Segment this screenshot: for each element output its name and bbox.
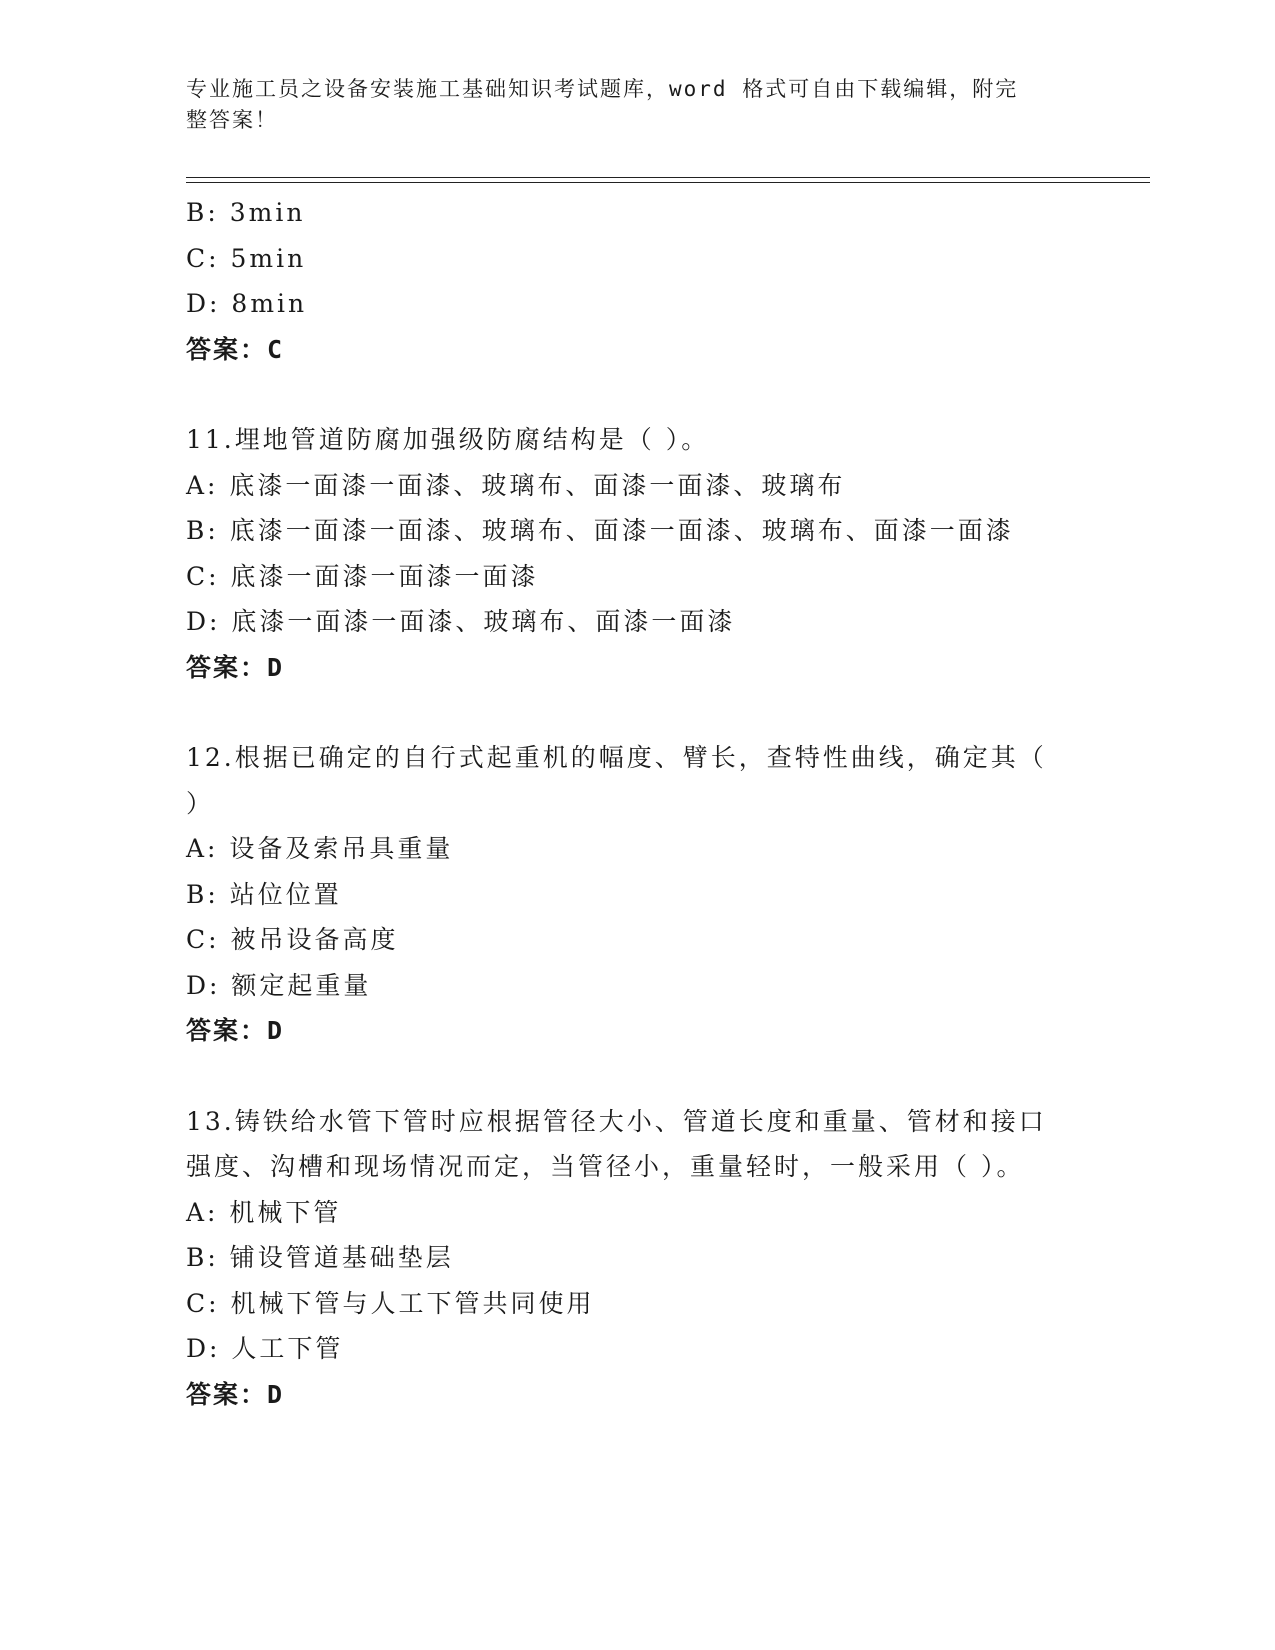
q13-answer: 答案：D [186,1379,285,1409]
q10-answer: 答案：C [186,334,285,364]
q11-answer: 答案：D [186,652,285,682]
q13-option-c: C: 机械下管与人工下管共同使用 [186,1288,595,1318]
spacer [186,690,1086,735]
q12-option-b: B: 站位位置 [186,879,342,909]
q13-title-line-1: 13.铸铁给水管下管时应根据管径大小、管道长度和重量、管材和接口 [186,1106,1047,1136]
q11-option-b: B: 底漆一面漆一面漆、玻璃布、面漆一面漆、玻璃布、面漆一面漆 [186,516,1014,545]
q12-option-c: C: 被吊设备高度 [186,925,399,954]
q12-option-a: A: 设备及索吊具重量 [186,834,454,863]
spacer [186,1054,1086,1099]
q12-answer: 答案：D [186,1016,285,1045]
q12-title-line-1: 12.根据已确定的自行式起重机的幅度、臂长，查特性曲线，确定其（ [186,743,1047,772]
q11-option-d: D: 底漆一面漆一面漆、玻璃布、面漆一面漆 [186,607,736,636]
q12-title-line-2: ） [186,788,215,818]
q13-option-d: D: 人工下管 [186,1334,344,1363]
header-title-line-2: 整答案！ [186,108,278,132]
q11-title: 11.埋地管道防腐加强级防腐结构是（ ）。 [186,425,710,454]
page-header [186,74,1066,136]
question-13 [186,1099,1086,1418]
header-divider [186,177,1150,183]
q10-option-b: B: 3min [186,198,306,227]
question-11 [186,417,1086,690]
q11-option-c: C: 底漆一面漆一面漆一面漆 [186,561,539,591]
q11-option-a: A: 底漆一面漆一面漆、玻璃布、面漆一面漆、玻璃布 [186,470,846,500]
q13-title-line-2: 强度、沟槽和现场情况而定，当管径小，重量轻时，一般采用（ ）。 [186,1152,1025,1181]
q10-option-d: D: 8min [186,289,308,318]
q13-option-a: A: 机械下管 [186,1197,342,1227]
q13-option-b: B: 铺设管道基础垫层 [186,1243,454,1272]
q12-option-d: D: 额定起重量 [186,970,372,1000]
question-10-tail [186,190,1086,372]
header-title-line-1: 专业施工员之设备安装施工基础知识考试题库，word 格式可自由下载编辑，附完 [186,77,1019,101]
question-12 [186,735,1086,1054]
question-list [186,190,1086,1417]
spacer [186,372,1086,417]
q10-option-c: C: 5min [186,243,307,273]
